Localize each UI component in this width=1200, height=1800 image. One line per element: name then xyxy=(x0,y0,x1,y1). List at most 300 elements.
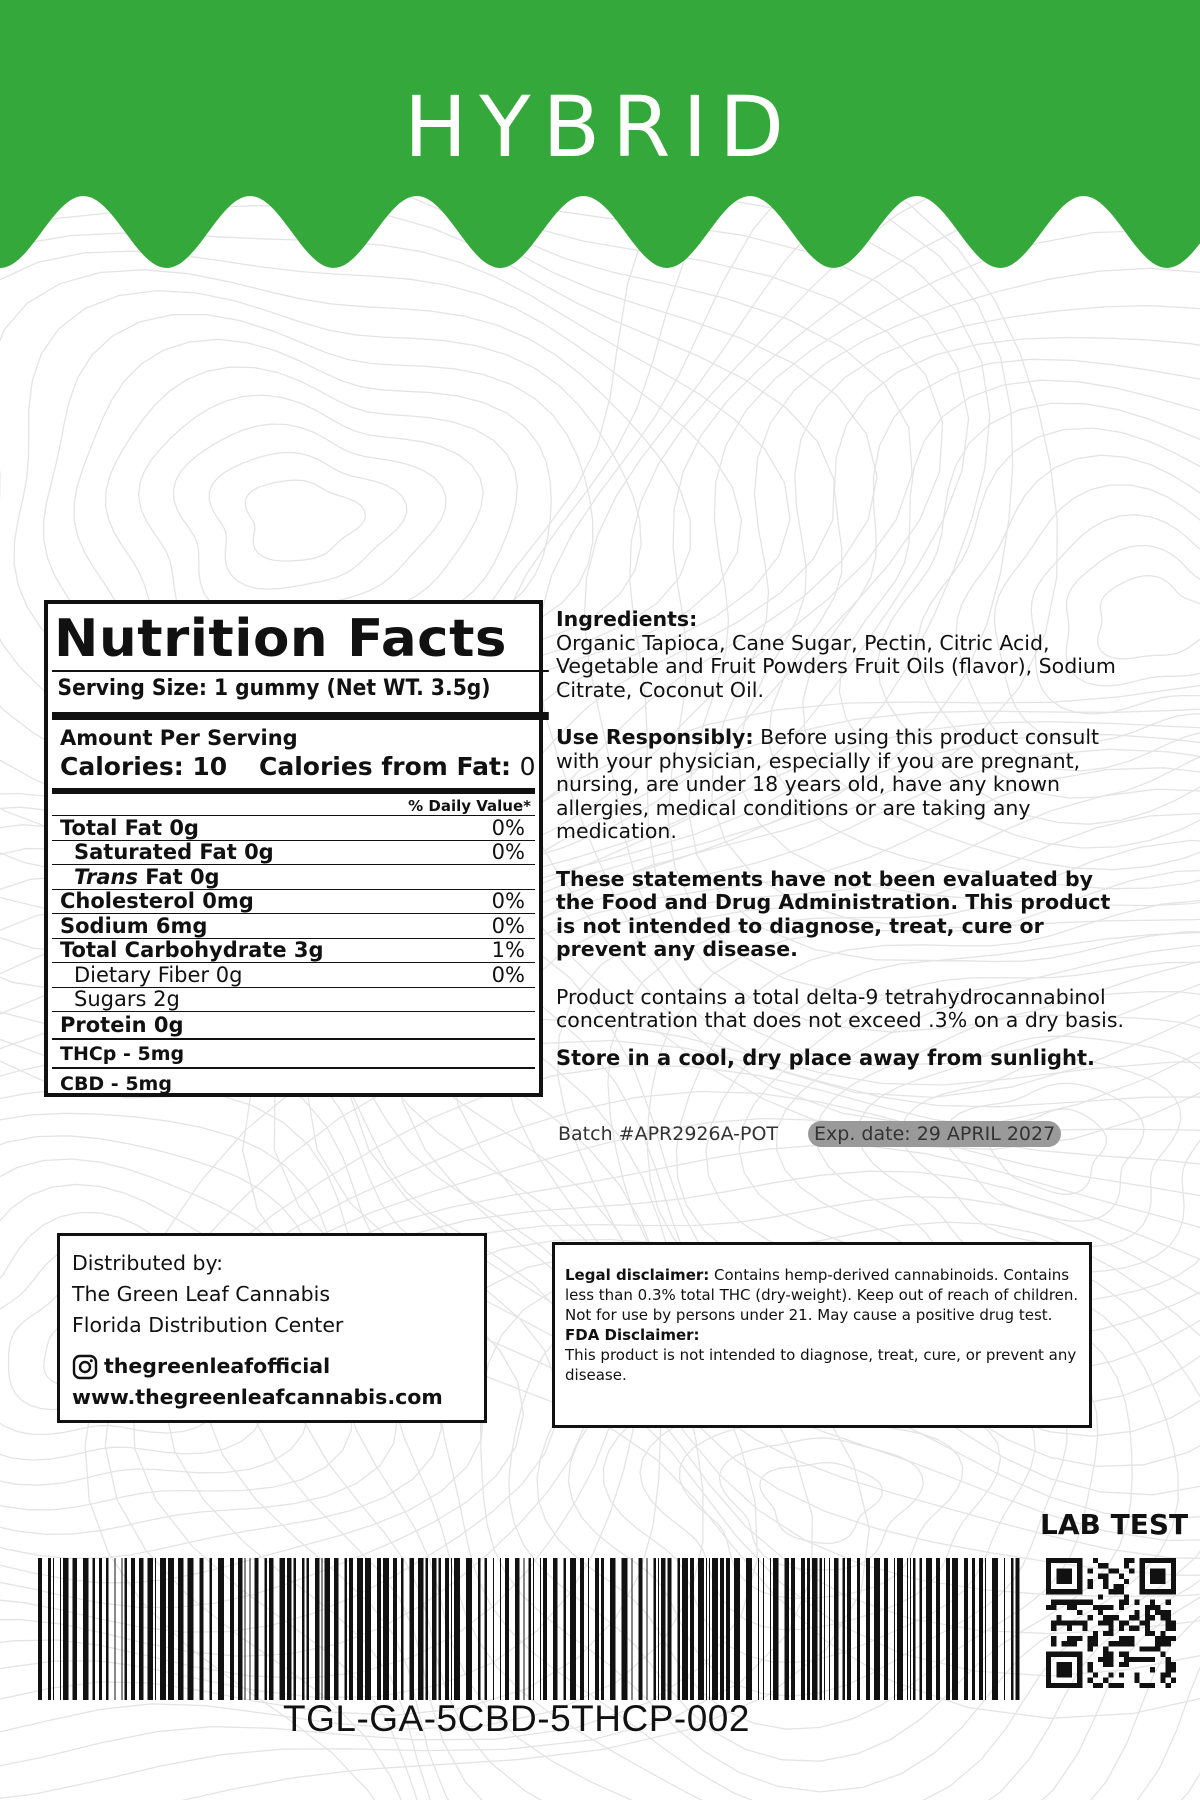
qr-module xyxy=(1067,1600,1072,1605)
qr-module xyxy=(1140,1568,1145,1573)
barcode-bar xyxy=(63,1558,69,1700)
qr-module xyxy=(1171,1620,1176,1625)
qr-module xyxy=(1145,1610,1150,1615)
qr-module xyxy=(1051,1589,1056,1594)
qr-module xyxy=(1103,1646,1108,1651)
qr-module xyxy=(1046,1667,1051,1672)
nutrient-percent: 1% xyxy=(491,938,525,963)
nutrient-name xyxy=(60,865,220,889)
barcode-bar xyxy=(543,1558,547,1700)
qr-module xyxy=(1171,1558,1176,1563)
qr-module xyxy=(1051,1683,1056,1688)
website-link[interactable]: www.thegreenleafcannabis.com xyxy=(72,1385,443,1409)
qr-module xyxy=(1108,1568,1113,1573)
qr-module xyxy=(1160,1636,1165,1641)
qr-module xyxy=(1145,1626,1150,1631)
qr-module xyxy=(1088,1568,1093,1573)
amount-label: Amount Per Serving xyxy=(60,726,298,750)
qr-module xyxy=(1150,1600,1155,1605)
qr-module xyxy=(1077,1636,1082,1641)
qr-module xyxy=(1119,1600,1124,1605)
barcode-bar xyxy=(230,1558,234,1700)
qr-module xyxy=(1119,1683,1124,1688)
qr-module xyxy=(1046,1558,1051,1563)
barcode-bar xyxy=(515,1558,519,1700)
qr-module xyxy=(1114,1683,1119,1688)
nutrient-row xyxy=(52,865,535,890)
barcode-bar xyxy=(114,1558,115,1700)
qr-module xyxy=(1160,1574,1165,1579)
qr-module xyxy=(1067,1626,1072,1631)
barcode-bar xyxy=(454,1558,460,1700)
qr-module xyxy=(1171,1579,1176,1584)
nutrient-row xyxy=(52,1069,535,1098)
barcode-bar xyxy=(874,1558,880,1700)
barcode-bar xyxy=(478,1558,481,1700)
barcode-bar xyxy=(812,1558,818,1700)
qr-module xyxy=(1046,1568,1051,1573)
qr-module xyxy=(1160,1558,1165,1563)
qr-module xyxy=(1056,1662,1061,1667)
qr-module xyxy=(1160,1579,1165,1584)
qr-module xyxy=(1150,1646,1155,1651)
barcode-bar xyxy=(124,1558,127,1700)
qr-module xyxy=(1046,1563,1051,1568)
qr-module xyxy=(1171,1626,1176,1631)
daily-value-header: % Daily Value* xyxy=(52,794,535,816)
fda-disclaimer xyxy=(565,1325,1081,1385)
qr-module xyxy=(1171,1563,1176,1568)
qr-module xyxy=(1160,1568,1165,1573)
qr-module xyxy=(1124,1620,1129,1625)
qr-module xyxy=(1056,1589,1061,1594)
qr-module xyxy=(1171,1584,1176,1589)
qr-module xyxy=(1134,1657,1139,1662)
barcode-bar xyxy=(533,1558,534,1700)
qr-module xyxy=(1072,1641,1077,1646)
qr-module xyxy=(1067,1579,1072,1584)
barcode-bar xyxy=(897,1558,903,1700)
legal-disclaimer-label: Legal disclaimer: xyxy=(565,1266,710,1284)
qr-module xyxy=(1155,1641,1160,1646)
legal-disclaimer xyxy=(565,1265,1081,1325)
barcode-bar xyxy=(93,1558,96,1700)
qr-module xyxy=(1051,1652,1056,1657)
qr-module xyxy=(1129,1636,1134,1641)
qr-module xyxy=(1155,1558,1160,1563)
qr-module xyxy=(1088,1641,1093,1646)
qr-module xyxy=(1129,1615,1134,1620)
qr-module xyxy=(1124,1558,1129,1563)
barcode-bar xyxy=(147,1558,153,1700)
qr-module xyxy=(1129,1657,1134,1662)
qr-module xyxy=(1062,1662,1067,1667)
qr-module xyxy=(1077,1584,1082,1589)
qr-code-icon[interactable] xyxy=(1046,1556,1176,1690)
instagram-icon xyxy=(72,1354,98,1380)
nutrient-row xyxy=(52,963,535,988)
qr-module xyxy=(1067,1589,1072,1594)
qr-module xyxy=(1166,1672,1171,1677)
qr-module xyxy=(1082,1600,1087,1605)
qr-module xyxy=(1171,1678,1176,1683)
qr-module xyxy=(1098,1610,1103,1615)
qr-module xyxy=(1166,1615,1171,1620)
qr-module xyxy=(1072,1605,1077,1610)
barcode-bar xyxy=(842,1558,845,1700)
qr-module xyxy=(1108,1672,1113,1677)
qr-module xyxy=(1166,1626,1171,1631)
barcode-bar xyxy=(992,1558,998,1700)
barcode-bar xyxy=(884,1558,888,1700)
qr-module xyxy=(1067,1558,1072,1563)
qr-module xyxy=(1145,1620,1150,1625)
qr-module xyxy=(1134,1678,1139,1683)
qr-module xyxy=(1150,1657,1155,1662)
qr-module xyxy=(1056,1600,1061,1605)
qr-module xyxy=(1166,1620,1171,1625)
qr-module xyxy=(1160,1652,1165,1657)
fda-statement: These statements have not been evaluated by the Food and Drug Administration. This product is not intended to diagnose, treat, cure or prevent any disease. xyxy=(556,866,1111,961)
qr-module xyxy=(1134,1615,1139,1620)
qr-module xyxy=(1098,1620,1103,1625)
barcode-bar xyxy=(553,1558,557,1700)
barcode-bar xyxy=(919,1558,922,1700)
barcode-bar xyxy=(349,1558,353,1700)
barcode-bar xyxy=(926,1558,932,1700)
qr-module xyxy=(1124,1563,1129,1568)
amount-per-serving xyxy=(52,720,535,794)
qr-module xyxy=(1119,1620,1124,1625)
qr-module xyxy=(1077,1620,1082,1625)
product-info xyxy=(556,608,1136,1094)
barcode-bar xyxy=(824,1558,825,1700)
qr-module xyxy=(1108,1657,1113,1662)
qr-module xyxy=(1108,1615,1113,1620)
qr-module xyxy=(1145,1631,1150,1636)
qr-module xyxy=(1077,1652,1082,1657)
qr-module xyxy=(1067,1636,1072,1641)
barcode-bar xyxy=(734,1558,740,1700)
contour-line xyxy=(209,453,407,590)
qr-module xyxy=(1103,1662,1108,1667)
barcode-bar xyxy=(661,1558,665,1700)
ingredients-text: Organic Tapioca, Cane Sugar, Pectin, Citric Acid, Vegetable and Fruit Powders Fruit Oils (flavor), Sodium Citrate, Coconut Oil. xyxy=(556,630,1116,702)
qr-module xyxy=(1103,1620,1108,1625)
qr-module xyxy=(1155,1574,1160,1579)
qr-module xyxy=(1051,1626,1056,1631)
nutrient-row xyxy=(52,816,535,841)
use-responsibly-block xyxy=(556,726,1136,844)
qr-module xyxy=(1082,1626,1087,1631)
qr-module xyxy=(1103,1605,1108,1610)
qr-module xyxy=(1171,1568,1176,1573)
qr-module xyxy=(1114,1584,1119,1589)
legal-disclaimer-box xyxy=(552,1242,1092,1428)
barcode-bar xyxy=(269,1558,273,1700)
nutrient-row xyxy=(52,1012,535,1040)
qr-module xyxy=(1150,1631,1155,1636)
barcode-bar xyxy=(785,1558,789,1700)
qr-module xyxy=(1093,1672,1098,1677)
qr-module xyxy=(1072,1589,1077,1594)
barcode-bar xyxy=(344,1558,347,1700)
barcode-bar xyxy=(894,1558,895,1700)
nutrient-percent: 0% xyxy=(491,913,525,938)
qr-module xyxy=(1062,1641,1067,1646)
barcode-bar xyxy=(773,1558,779,1700)
barcode-bar xyxy=(99,1558,102,1700)
calories-from-fat-value: 0 xyxy=(519,752,536,781)
qr-module xyxy=(1077,1574,1082,1579)
qr-module xyxy=(1093,1641,1098,1646)
barcode-bar xyxy=(913,1558,916,1700)
barcode-bar xyxy=(690,1558,694,1700)
nutrition-facts-title: Nutrition Facts xyxy=(54,609,508,669)
qr-module xyxy=(1046,1652,1051,1657)
nutrient-percent: 0% xyxy=(491,962,525,987)
qr-module xyxy=(1166,1683,1171,1688)
barcode-bar xyxy=(365,1558,371,1700)
qr-module xyxy=(1046,1657,1051,1662)
qr-module xyxy=(1062,1589,1067,1594)
barcode-bar xyxy=(48,1558,51,1700)
qr-module xyxy=(1056,1558,1061,1563)
qr-module xyxy=(1088,1646,1093,1651)
distribution-center: Florida Distribution Center xyxy=(72,1313,344,1337)
qr-module xyxy=(1088,1678,1093,1683)
qr-module xyxy=(1160,1672,1165,1677)
qr-module xyxy=(1103,1563,1108,1568)
barcode-bar xyxy=(168,1558,174,1700)
nutrient-name: CBD - 5mg xyxy=(60,1072,172,1095)
barcode-bar xyxy=(964,1558,968,1700)
qr-module xyxy=(1108,1662,1113,1667)
lab-test-label: LAB TEST xyxy=(1040,1508,1189,1541)
qr-module xyxy=(1103,1579,1108,1584)
qr-module xyxy=(1119,1662,1124,1667)
qr-module xyxy=(1093,1605,1098,1610)
qr-module xyxy=(1124,1594,1129,1599)
calories-from-fat-label: Calories from Fat: xyxy=(258,752,520,781)
qr-module xyxy=(1088,1600,1093,1605)
qr-module xyxy=(1124,1579,1129,1584)
qr-module xyxy=(1077,1558,1082,1563)
qr-module xyxy=(1062,1568,1067,1573)
barcode-bar xyxy=(829,1558,830,1700)
barcode-bar xyxy=(451,1558,452,1700)
barcode-bar xyxy=(199,1558,203,1700)
nutrient-row xyxy=(52,914,535,939)
thc-statement: Product contains a total delta-9 tetrahydrocannabinol concentration that does not exceed .3% on a dry basis. xyxy=(556,984,1125,1032)
qr-module xyxy=(1056,1667,1061,1672)
qr-module xyxy=(1160,1589,1165,1594)
barcode-bar xyxy=(438,1558,441,1700)
barcode-bar xyxy=(401,1558,404,1700)
qr-module xyxy=(1093,1558,1098,1563)
barcode-bar xyxy=(709,1558,710,1700)
calories-line xyxy=(60,752,536,781)
contour-line xyxy=(245,480,365,561)
batch-row xyxy=(558,1121,1061,1147)
ingredients-block xyxy=(556,608,1136,702)
qr-module xyxy=(1166,1662,1171,1667)
qr-module xyxy=(1140,1589,1145,1594)
qr-module xyxy=(1103,1657,1108,1662)
qr-module xyxy=(1046,1589,1051,1594)
qr-module xyxy=(1098,1683,1103,1688)
nutrient-row xyxy=(52,890,535,915)
barcode-bar xyxy=(791,1558,795,1700)
qr-module xyxy=(1103,1584,1108,1589)
qr-module xyxy=(1098,1574,1103,1579)
qr-module xyxy=(1119,1636,1124,1641)
qr-module xyxy=(1103,1574,1108,1579)
barcode-bar xyxy=(698,1558,704,1700)
barcode-bar xyxy=(972,1558,975,1700)
trans-italic: Trans xyxy=(74,864,138,889)
barcode-bar xyxy=(83,1558,89,1700)
barcode-bar xyxy=(847,1558,851,1700)
qr-module xyxy=(1140,1683,1145,1688)
qr-module xyxy=(1056,1579,1061,1584)
qr-module xyxy=(1171,1636,1176,1641)
qr-module xyxy=(1140,1579,1145,1584)
barcode-bar xyxy=(307,1558,310,1700)
nutrient-name: Sugars 2g xyxy=(74,987,180,1012)
qr-module xyxy=(1150,1589,1155,1594)
qr-module xyxy=(1140,1620,1145,1625)
qr-module xyxy=(1124,1657,1129,1662)
qr-module xyxy=(1155,1579,1160,1584)
nutrient-name: Saturated Fat 0g xyxy=(74,840,274,865)
qr-module xyxy=(1166,1657,1171,1662)
qr-module xyxy=(1134,1626,1139,1631)
qr-module xyxy=(1056,1683,1061,1688)
qr-module xyxy=(1155,1568,1160,1573)
instagram-handle-row[interactable] xyxy=(72,1351,472,1382)
fda-disclaimer-label: FDA Disclaimer: xyxy=(565,1326,700,1344)
qr-module xyxy=(1160,1641,1165,1646)
barcode-bar xyxy=(188,1558,194,1700)
barcode-bar xyxy=(466,1558,472,1700)
qr-module xyxy=(1098,1605,1103,1610)
qr-module xyxy=(1067,1568,1072,1573)
qr-module xyxy=(1062,1683,1067,1688)
barcode-bar xyxy=(936,1558,940,1700)
qr-module xyxy=(1051,1641,1056,1646)
barcode-bar xyxy=(60,1558,61,1700)
barcode-bar xyxy=(505,1558,509,1700)
qr-module xyxy=(1119,1672,1124,1677)
use-responsibly-label: Use Responsibly: xyxy=(556,725,754,749)
qr-module xyxy=(1140,1563,1145,1568)
qr-module xyxy=(1103,1631,1108,1636)
qr-module xyxy=(1093,1631,1098,1636)
qr-module xyxy=(1108,1605,1113,1610)
qr-module xyxy=(1114,1615,1119,1620)
qr-module xyxy=(1114,1641,1119,1646)
qr-module xyxy=(1124,1636,1129,1641)
qr-module xyxy=(1171,1589,1176,1594)
qr-module xyxy=(1051,1636,1056,1641)
barcode-bar xyxy=(807,1558,810,1700)
qr-module xyxy=(1145,1683,1150,1688)
qr-module xyxy=(1150,1683,1155,1688)
qr-module xyxy=(1160,1610,1165,1615)
barcode-bar xyxy=(493,1558,494,1700)
qr-module xyxy=(1088,1667,1093,1672)
barcode-bar xyxy=(540,1558,541,1700)
barcode-bar xyxy=(73,1558,77,1700)
barcode-bar xyxy=(484,1558,487,1700)
barcode-bar xyxy=(249,1558,250,1700)
barcode-bar xyxy=(254,1558,258,1700)
qr-module xyxy=(1145,1615,1150,1620)
qr-module xyxy=(1160,1615,1165,1620)
qr-module xyxy=(1103,1652,1108,1657)
nutrient-row xyxy=(52,841,535,866)
nutrient-percent: 0% xyxy=(491,840,525,865)
qr-module xyxy=(1082,1620,1087,1625)
qr-module xyxy=(1072,1558,1077,1563)
qr-module xyxy=(1093,1636,1098,1641)
barcode-bar xyxy=(160,1558,166,1700)
barcode-bar xyxy=(178,1558,184,1700)
qr-module xyxy=(1067,1667,1072,1672)
expiry-date-badge: Exp. date: 29 APRIL 2027 xyxy=(808,1121,1061,1147)
barcode-bar xyxy=(377,1558,381,1700)
qr-module xyxy=(1129,1568,1134,1573)
nutrient-row xyxy=(52,939,535,964)
qr-module xyxy=(1145,1657,1150,1662)
barcode-bar xyxy=(121,1558,122,1700)
qr-module xyxy=(1067,1620,1072,1625)
barcode-bar xyxy=(834,1558,838,1700)
qr-module xyxy=(1077,1672,1082,1677)
barcode-bar xyxy=(528,1558,531,1700)
qr-module xyxy=(1129,1626,1134,1631)
barcode-bar xyxy=(293,1558,296,1700)
qr-module xyxy=(1108,1589,1113,1594)
barcode-bar xyxy=(658,1558,659,1700)
barcode-bar xyxy=(820,1558,823,1700)
qr-module xyxy=(1046,1683,1051,1688)
qr-module xyxy=(1124,1662,1129,1667)
qr-module xyxy=(1108,1631,1113,1636)
qr-module xyxy=(1124,1600,1129,1605)
use-responsibly-text: Before using this product consult with your physician, especially if you are pregnant, nursing, are under 18 years old, have any known allergies, medical conditions or are taking any medication. xyxy=(556,725,1100,843)
barcode-bar xyxy=(139,1558,143,1700)
qr-module xyxy=(1155,1610,1160,1615)
qr-module xyxy=(1072,1620,1077,1625)
qr-module xyxy=(1166,1641,1171,1646)
barcode-bar xyxy=(622,1558,628,1700)
qr-module xyxy=(1145,1558,1150,1563)
qr-module xyxy=(1119,1589,1124,1594)
barcode-bar xyxy=(580,1558,584,1700)
qr-module xyxy=(1166,1667,1171,1672)
barcode-bar xyxy=(53,1558,54,1700)
qr-module xyxy=(1046,1672,1051,1677)
barcode-bar xyxy=(218,1558,224,1700)
barcode-bar xyxy=(601,1558,604,1700)
qr-module xyxy=(1166,1558,1171,1563)
barcode-bar xyxy=(610,1558,616,1700)
qr-module xyxy=(1067,1652,1072,1657)
barcode-bar xyxy=(979,1558,983,1700)
qr-module xyxy=(1067,1641,1072,1646)
